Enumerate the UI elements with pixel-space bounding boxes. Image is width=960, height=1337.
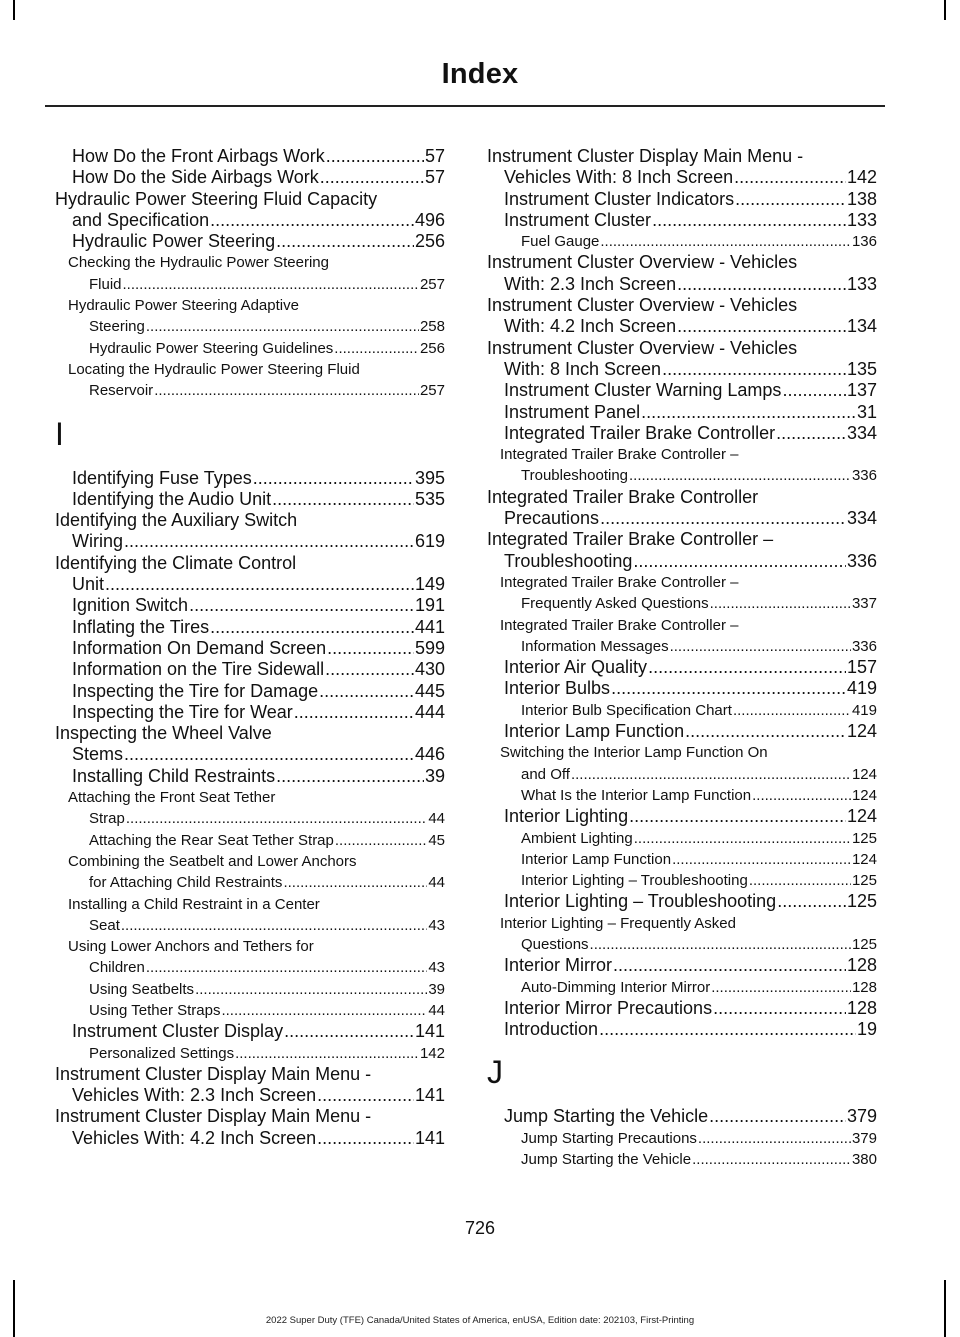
dot-leader — [685, 721, 846, 742]
entry-text-line: Inflating the Tires — [72, 616, 210, 637]
entry-text-line: Instrument Cluster Warning Lamps — [504, 380, 782, 401]
entry-page-number[interactable]: 441 — [414, 616, 445, 637]
entry-text-line: Interior Lighting — [504, 806, 629, 827]
index-entry[interactable] — [55, 595, 445, 616]
entry-text-line: Identifying Fuse Types — [72, 467, 252, 488]
entry-text-line: Installing Child Restraints — [72, 765, 276, 786]
dot-leader — [749, 870, 851, 891]
entry-page-number[interactable]: 44 — [428, 874, 445, 892]
dot-leader — [613, 955, 846, 976]
dot-leader — [590, 934, 851, 955]
entry-text-line: Hydraulic Power Steering Guidelines — [89, 339, 334, 357]
entry-page-number[interactable]: 45 — [428, 831, 445, 849]
index-subentry[interactable] — [487, 828, 877, 849]
entry-text-line: Instrument Cluster — [504, 209, 652, 230]
entry-text-line: Interior Lamp Function — [521, 850, 672, 868]
dot-leader — [327, 638, 414, 659]
entry-page-number[interactable]: 535 — [414, 488, 445, 509]
entry-text-line: Stems — [72, 744, 124, 765]
entry-page-number[interactable]: 133 — [846, 273, 877, 294]
dot-leader — [629, 465, 851, 486]
dot-leader — [692, 1149, 851, 1170]
index-subentry[interactable] — [487, 870, 877, 891]
entry-page-number[interactable]: 379 — [851, 1129, 877, 1147]
entry-text-line: Vehicles With: 8 Inch Screen — [504, 167, 734, 188]
entry-text-line: Interior Mirror Precautions — [504, 997, 713, 1018]
index-entry[interactable] — [55, 189, 445, 232]
index-entry[interactable] — [55, 146, 445, 167]
dot-leader — [319, 681, 414, 702]
entry-text-line: Unit — [72, 574, 105, 595]
entry-text-line: for Attaching Child Restraints — [89, 874, 283, 892]
dot-leader — [325, 659, 414, 680]
index-entry[interactable] — [487, 1019, 877, 1040]
entry-text-line: Using Seatbelts — [89, 980, 195, 998]
entry-text-line: Instrument Cluster Overview - Vehicles — [487, 252, 798, 273]
dot-leader — [782, 380, 846, 401]
index-subentry[interactable] — [487, 785, 877, 806]
dot-leader — [633, 551, 846, 572]
entry-page-number[interactable]: 142 — [419, 1044, 445, 1062]
entry-page-number[interactable]: 125 — [851, 829, 877, 847]
entry-text-line: Identifying the Audio Unit — [72, 488, 272, 509]
entry-text-line: Troubleshooting — [521, 467, 629, 485]
dot-leader — [677, 316, 846, 337]
dot-leader — [126, 808, 427, 829]
index-entry[interactable] — [55, 723, 445, 766]
entry-page-number[interactable]: 44 — [428, 1001, 445, 1019]
dot-leader — [713, 998, 846, 1019]
index-subentry[interactable] — [487, 742, 877, 785]
dot-leader — [641, 402, 856, 423]
dot-leader — [221, 1000, 427, 1021]
dot-leader — [317, 1128, 414, 1149]
dot-leader — [276, 766, 424, 787]
entry-page-number[interactable]: 257 — [419, 382, 445, 400]
index-entry[interactable] — [487, 380, 877, 401]
entry-text-line: Frequently Asked Questions — [521, 595, 709, 613]
entry-text-line: Introduction — [504, 1019, 599, 1040]
entry-page-number[interactable]: 137 — [846, 380, 877, 401]
dot-leader — [648, 657, 846, 678]
entry-text-line: What Is the Interior Lamp Function — [521, 786, 752, 804]
entry-page-number[interactable]: 43 — [428, 959, 445, 977]
dot-leader — [235, 1043, 419, 1064]
dot-leader — [777, 891, 846, 912]
entry-text-line: Interior Bulbs — [504, 678, 611, 699]
dot-leader — [752, 785, 851, 806]
entry-text-line: Integrated Trailer Brake Controller – — [487, 529, 774, 550]
entry-page-number[interactable]: 336 — [851, 637, 877, 655]
entry-page-number[interactable]: 124 — [846, 721, 877, 742]
entry-text-line: Interior Lighting – Troubleshooting — [521, 872, 748, 890]
index-entry[interactable] — [487, 487, 877, 530]
dot-leader — [253, 468, 414, 489]
dot-leader — [600, 231, 851, 252]
entry-page-number[interactable]: 334 — [846, 508, 877, 529]
entry-text-line: Interior Lighting – Frequently Asked — [500, 914, 736, 932]
dot-leader — [124, 744, 414, 765]
entry-page-number[interactable]: 125 — [851, 935, 877, 953]
entry-text-line: and Specification — [72, 209, 210, 230]
entry-page-number[interactable]: 125 — [846, 891, 877, 912]
entry-page-number[interactable]: 337 — [851, 595, 877, 613]
entry-text-line: Instrument Cluster Overview - Vehicles — [487, 337, 798, 358]
entry-text-line: Instrument Cluster Display Main Menu - — [55, 1063, 372, 1084]
index-entry[interactable] — [487, 295, 877, 338]
entry-page-number[interactable]: 256 — [414, 231, 445, 252]
entry-page-number[interactable]: 419 — [846, 678, 877, 699]
index-entry[interactable] — [487, 721, 877, 742]
entry-page-number[interactable]: 57 — [424, 167, 445, 188]
dot-leader — [733, 700, 851, 721]
entry-page-number[interactable]: 138 — [846, 188, 877, 209]
entry-page-number[interactable]: 395 — [414, 467, 445, 488]
entry-text-line: Checking the Hydraulic Power Steering — [68, 254, 329, 272]
index-entry[interactable] — [55, 167, 445, 188]
entry-page-number[interactable]: 128 — [851, 978, 877, 996]
dot-leader — [672, 849, 851, 870]
entry-text-line: Hydraulic Power Steering Fluid Capacity — [55, 188, 378, 209]
entry-text-line: Auto-Dimming Interior Mirror — [521, 978, 711, 996]
dot-leader — [124, 531, 414, 552]
index-subentry[interactable] — [487, 615, 877, 658]
dot-leader — [195, 979, 427, 1000]
entry-text-line: Instrument Cluster Display Main Menu - — [487, 146, 804, 166]
dot-leader — [272, 489, 414, 510]
entry-text-line: With: 4.2 Inch Screen — [504, 316, 677, 337]
crop-mark-bottom-right — [944, 1280, 946, 1337]
dot-leader — [121, 915, 427, 936]
index-subentry[interactable] — [487, 231, 877, 252]
entry-text-line: Questions — [521, 935, 589, 953]
entry-page-number[interactable]: 157 — [846, 657, 877, 678]
dot-leader — [629, 806, 846, 827]
entry-page-number[interactable]: 19 — [856, 1019, 877, 1040]
dot-leader — [123, 274, 419, 295]
entry-text-line: Instrument Cluster Display — [72, 1021, 284, 1042]
entry-text-line: Combining the Seatbelt and Lower Anchors — [68, 852, 357, 870]
index-entry[interactable] — [55, 766, 445, 787]
index-entry[interactable] — [487, 1106, 877, 1127]
index-entry[interactable] — [487, 338, 877, 381]
dot-leader — [734, 167, 846, 188]
index-subentry[interactable] — [55, 295, 445, 338]
index-entry[interactable] — [55, 617, 445, 638]
entry-page-number[interactable]: 380 — [851, 1151, 877, 1169]
crop-mark-top-left — [13, 0, 15, 20]
dot-leader — [154, 380, 419, 401]
index-entry[interactable] — [487, 955, 877, 976]
entry-text-line: Ambient Lighting — [521, 829, 633, 847]
page-number: 726 — [464, 1218, 496, 1238]
dot-leader — [662, 359, 846, 380]
index-entry[interactable] — [487, 998, 877, 1019]
entry-text-line: Identifying the Climate Control — [55, 552, 297, 573]
entry-text-line: Attaching the Rear Seat Tether Strap — [89, 831, 334, 849]
dot-leader — [284, 1021, 414, 1042]
entry-text-line: Using Lower Anchors and Tethers for — [68, 938, 314, 956]
entry-text-line: How Do the Front Airbags Work — [72, 146, 325, 166]
entry-text-line: Installing a Child Restraint in a Center — [68, 895, 320, 913]
entry-text-line: Fuel Gauge — [521, 233, 600, 251]
entry-page-number[interactable]: 43 — [428, 916, 445, 934]
entry-page-number[interactable]: 136 — [851, 233, 877, 251]
entry-page-number[interactable]: 258 — [419, 318, 445, 336]
index-subentry[interactable] — [55, 851, 445, 894]
index-subentry[interactable] — [55, 936, 445, 979]
entry-text-line: Strap — [89, 810, 125, 828]
entry-page-number[interactable]: 336 — [846, 550, 877, 571]
entry-page-number[interactable]: 141 — [414, 1021, 445, 1042]
dot-leader — [335, 830, 427, 851]
entry-page-number[interactable]: 256 — [419, 339, 445, 357]
index-subentry[interactable] — [487, 849, 877, 870]
entry-page-number[interactable]: 496 — [414, 209, 445, 230]
entry-page-number[interactable]: 149 — [414, 574, 445, 595]
entry-text-line: Inspecting the Tire for Damage — [72, 680, 319, 701]
entry-text-line: Wiring — [72, 531, 124, 552]
index-entry[interactable] — [487, 210, 877, 231]
entry-page-number[interactable]: 419 — [851, 701, 877, 719]
entry-page-number[interactable]: 125 — [851, 872, 877, 890]
index-entry[interactable] — [55, 510, 445, 553]
entry-text-line: Instrument Cluster Indicators — [504, 188, 735, 209]
entry-text-line: Integrated Trailer Brake Controller – — [500, 446, 739, 464]
dot-leader — [571, 764, 851, 785]
index-column-right — [487, 146, 877, 1170]
entry-page-number[interactable]: 39 — [424, 765, 445, 786]
entry-page-number[interactable]: 446 — [414, 744, 445, 765]
entry-page-number[interactable]: 336 — [851, 467, 877, 485]
entry-page-number[interactable]: 128 — [846, 955, 877, 976]
dot-leader — [600, 508, 846, 529]
entry-text-line: Troubleshooting — [504, 550, 633, 571]
entry-text-line: Seat — [89, 916, 120, 934]
entry-text-line: How Do the Side Airbags Work — [72, 167, 319, 188]
index-entry[interactable] — [55, 468, 445, 489]
entry-text-line: Using Tether Straps — [89, 1001, 221, 1019]
dot-leader — [210, 210, 414, 231]
entry-text-line: Inspecting the Tire for Wear — [72, 701, 293, 722]
entry-text-line: Integrated Trailer Brake Controller — [487, 486, 759, 507]
index-subentry[interactable] — [55, 338, 445, 359]
entry-page-number[interactable]: 191 — [414, 595, 445, 616]
entry-text-line: Interior Lighting – Troubleshooting — [504, 891, 777, 912]
index-entry[interactable] — [55, 1064, 445, 1107]
index-entry[interactable] — [55, 489, 445, 510]
entry-text-line: With: 2.3 Inch Screen — [504, 273, 677, 294]
index-entry[interactable] — [487, 252, 877, 295]
entry-text-line: Information on the Tire Sidewall — [72, 659, 325, 680]
index-entry[interactable] — [487, 189, 877, 210]
dot-leader — [735, 189, 846, 210]
entry-text-line: Interior Lamp Function — [504, 721, 685, 742]
entry-page-number[interactable]: 44 — [428, 810, 445, 828]
dot-leader — [146, 316, 419, 337]
dot-leader — [146, 957, 427, 978]
dot-leader — [276, 231, 414, 252]
index-subentry[interactable] — [55, 1000, 445, 1021]
index-entry[interactable] — [55, 1106, 445, 1149]
entry-text-line: Integrated Trailer Brake Controller – — [500, 573, 739, 591]
index-subentry[interactable] — [487, 977, 877, 998]
entry-text-line: Jump Starting the Vehicle — [504, 1106, 709, 1127]
entry-text-line: Inspecting the Wheel Valve — [55, 723, 272, 744]
dot-leader — [334, 338, 419, 359]
dot-leader — [210, 617, 414, 638]
dot-leader — [710, 593, 851, 614]
index-subentry[interactable] — [487, 700, 877, 721]
dot-leader — [698, 1128, 851, 1149]
dot-leader — [189, 595, 414, 616]
entry-text-line: Identifying the Auxiliary Switch — [55, 510, 298, 531]
dot-leader — [317, 1085, 414, 1106]
index-entry[interactable] — [55, 659, 445, 680]
entry-page-number[interactable]: 128 — [846, 997, 877, 1018]
index-section-letter: I — [55, 415, 64, 452]
dot-leader — [320, 167, 424, 188]
entry-page-number[interactable]: 444 — [414, 701, 445, 722]
dot-leader — [283, 872, 427, 893]
index-subentry[interactable] — [55, 787, 445, 830]
entry-page-number[interactable]: 619 — [414, 531, 445, 552]
entry-text-line: Precautions — [504, 508, 600, 529]
index-subentry[interactable] — [55, 979, 445, 1000]
index-section-letter: J — [487, 1054, 503, 1091]
index-entry[interactable] — [487, 806, 877, 827]
page-title: Index — [441, 58, 519, 90]
index-subentry[interactable] — [487, 444, 877, 487]
index-entry[interactable] — [487, 891, 877, 912]
index-entry[interactable] — [55, 553, 445, 596]
entry-page-number[interactable]: 31 — [856, 401, 877, 422]
index-column-left — [55, 146, 445, 1149]
entry-page-number[interactable]: 124 — [851, 786, 877, 804]
entry-text-line: Switching the Interior Lamp Function On — [500, 744, 768, 762]
entry-text-line: Vehicles With: 2.3 Inch Screen — [72, 1085, 317, 1106]
entry-text-line: Jump Starting Precautions — [521, 1129, 697, 1147]
dot-leader — [634, 828, 851, 849]
index-entry[interactable] — [487, 402, 877, 423]
dot-leader — [711, 977, 851, 998]
entry-text-line: Interior Bulb Specification Chart — [521, 701, 732, 719]
entry-page-number[interactable]: 135 — [846, 358, 877, 379]
header-divider — [45, 105, 885, 107]
crop-mark-top-right — [944, 0, 946, 20]
dot-leader — [105, 574, 414, 595]
dot-leader — [670, 636, 851, 657]
index-subentry[interactable] — [487, 1149, 877, 1170]
entry-page-number[interactable]: 124 — [851, 765, 877, 783]
index-entry[interactable] — [55, 1021, 445, 1042]
entry-text-line: Attaching the Front Seat Tether — [68, 789, 276, 807]
dot-leader — [599, 1019, 856, 1040]
index-entry[interactable] — [487, 678, 877, 699]
entry-page-number[interactable]: 39 — [428, 980, 445, 998]
index-entry[interactable] — [55, 231, 445, 252]
index-entry[interactable] — [487, 657, 877, 678]
entry-text-line: Vehicles With: 4.2 Inch Screen — [72, 1127, 317, 1148]
index-subentry[interactable] — [55, 894, 445, 937]
index-subentry[interactable] — [55, 830, 445, 851]
entry-page-number[interactable]: 379 — [846, 1106, 877, 1127]
entry-page-number[interactable]: 134 — [846, 316, 877, 337]
entry-page-number[interactable]: 124 — [846, 806, 877, 827]
entry-text-line: Instrument Cluster Overview - Vehicles — [487, 295, 798, 316]
index-entry[interactable] — [487, 529, 877, 572]
footer-edition-text: 2022 Super Duty (TFE) Canada/United States of America, enUSA, Edition date: 202103, First-Printing — [265, 1315, 695, 1326]
entry-text-line: Information Messages — [521, 637, 669, 655]
dot-leader — [611, 678, 846, 699]
entry-page-number[interactable]: 124 — [851, 850, 877, 868]
entry-text-line: Instrument Panel — [504, 401, 641, 422]
entry-text-line: Reservoir — [89, 382, 154, 400]
entry-page-number[interactable]: 599 — [414, 637, 445, 658]
index-subentry[interactable] — [487, 1128, 877, 1149]
entry-text-line: Ignition Switch — [72, 595, 189, 616]
index-subentry[interactable] — [55, 359, 445, 402]
entry-page-number[interactable]: 57 — [424, 146, 445, 166]
entry-page-number[interactable]: 142 — [846, 167, 877, 188]
index-entry[interactable] — [487, 146, 877, 189]
entry-page-number[interactable]: 133 — [846, 209, 877, 230]
dot-leader — [326, 146, 424, 167]
entry-text-line: Information On Demand Screen — [72, 637, 327, 658]
entry-text-line: Interior Mirror — [504, 955, 613, 976]
dot-leader — [776, 423, 846, 444]
entry-page-number[interactable]: 141 — [414, 1085, 445, 1106]
entry-text-line: and Off — [521, 765, 570, 783]
index-entry[interactable] — [55, 638, 445, 659]
entry-page-number[interactable]: 141 — [414, 1127, 445, 1148]
entry-text-line: Steering — [89, 318, 145, 336]
index-subentry[interactable] — [487, 572, 877, 615]
entry-text-line: Hydraulic Power Steering — [72, 231, 276, 252]
entry-text-line: Children — [89, 959, 145, 977]
entry-text-line: Interior Air Quality — [504, 657, 648, 678]
entry-text-line: Hydraulic Power Steering Adaptive — [68, 297, 299, 315]
entry-text-line: Instrument Cluster Display Main Menu - — [55, 1106, 372, 1127]
index-entry[interactable] — [487, 423, 877, 444]
entry-text-line: With: 8 Inch Screen — [504, 358, 662, 379]
entry-page-number[interactable]: 445 — [414, 680, 445, 701]
entry-text-line: Locating the Hydraulic Power Steering Fluid — [68, 360, 360, 378]
entry-text-line: Integrated Trailer Brake Controller – — [500, 616, 739, 634]
dot-leader — [677, 274, 846, 295]
entry-text-line: Integrated Trailer Brake Controller — [504, 422, 776, 443]
entry-text-line: Fluid — [89, 275, 122, 293]
dot-leader — [709, 1106, 846, 1127]
entry-page-number[interactable]: 430 — [414, 659, 445, 680]
dot-leader — [652, 210, 846, 231]
entry-page-number[interactable]: 257 — [419, 275, 445, 293]
index-entry[interactable] — [55, 702, 445, 723]
index-subentry[interactable] — [55, 1043, 445, 1064]
entry-text-line: Jump Starting the Vehicle — [521, 1151, 692, 1169]
entry-text-line: Personalized Settings — [89, 1044, 235, 1062]
entry-page-number[interactable]: 334 — [846, 422, 877, 443]
index-entry[interactable] — [55, 681, 445, 702]
index-subentry[interactable] — [55, 252, 445, 295]
index-subentry[interactable] — [487, 913, 877, 956]
crop-mark-bottom-left — [13, 1280, 15, 1337]
dot-leader — [294, 702, 414, 723]
